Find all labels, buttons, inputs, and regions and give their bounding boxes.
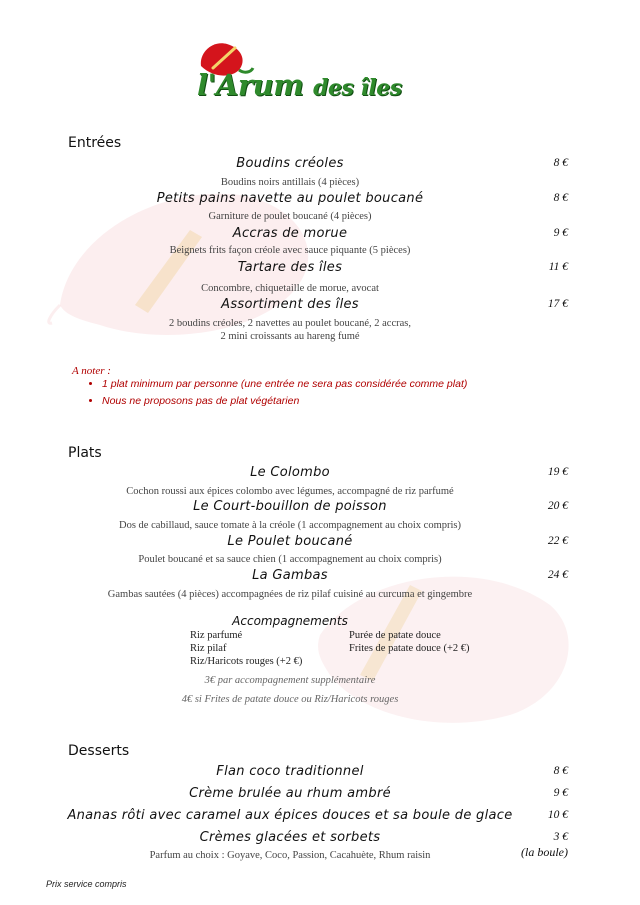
dish-name: Petits pains navette au poulet boucané (156, 191, 424, 206)
section-title-desserts: Desserts (68, 743, 130, 759)
dish-price: 3 € (553, 831, 568, 843)
dish-price: 8 € (553, 765, 568, 777)
dish-description: Dos de cabillaud, sauce tomate à la créole (1 accompagnement au choix compris) (119, 520, 461, 531)
dish-price: 20 € (547, 500, 568, 512)
dish-price: 24 € (547, 569, 568, 581)
note-item: • 1 plat minimum par personne (une entrée ne sera pas considérée comme plat) (102, 378, 467, 390)
dish-name: Boudins créoles (236, 156, 344, 171)
side-option: Purée de patate douce (349, 630, 441, 641)
dish-price: 11 € (548, 261, 568, 273)
footer-note: Prix service compris (46, 879, 127, 889)
note-list (86, 378, 467, 412)
dish-description: Concombre, chiquetaille de morue, avocat (201, 283, 379, 294)
dish-description: Poulet boucané et sa sauce chien (1 accompagnement au choix compris) (138, 554, 442, 565)
dish-price: 8 € (553, 192, 568, 204)
dish-description: Cochon roussi aux épices colombo avec légumes, accompagné de riz parfumé (126, 486, 454, 497)
dish-name: La Gambas (252, 568, 328, 583)
brand-name: l'Arum des îles (197, 68, 402, 102)
side-extra-note: 4€ si Frites de patate douce ou Riz/Haricots rouges (181, 694, 399, 705)
dish-description: 2 boudins créoles, 2 navettes au poulet boucané, 2 accras, 2 mini croissants au hareng fumé (169, 318, 411, 342)
dish-price: 19 € (547, 466, 568, 478)
sides-title: Accompagnements (232, 614, 348, 628)
dish-name: Le Poulet boucané (227, 534, 353, 549)
dish-name: Le Court-bouillon de poisson (193, 499, 387, 514)
dish-description: Garniture de poulet boucané (4 pièces) (208, 211, 372, 222)
dish-price: 10 € (547, 809, 568, 821)
note-item: • Nous ne proposons pas de plat végétarien (102, 395, 467, 407)
dish-name: Ananas rôti avec caramel aux épices douces et sa boule de glace (67, 808, 513, 823)
dish-price: 17 € (547, 298, 568, 310)
dish-name: Le Colombo (250, 465, 330, 480)
side-option: Frites de patate douce (+2 €) (349, 643, 470, 654)
section-title-entrees: Entrées (68, 135, 122, 151)
side-extra-note: 3€ par accompagnement supplémentaire (204, 675, 376, 686)
dish-price: 9 € (553, 227, 568, 239)
dish-name: Tartare des îles (237, 260, 343, 275)
dish-description: Parfum au choix : Goyave, Coco, Passion, Cacahuète, Rhum raisin (149, 850, 431, 861)
note-title: A noter : (72, 365, 111, 377)
dish-price: 9 € (553, 787, 568, 799)
dish-name: Assortiment des îles (221, 297, 359, 312)
dish-name: Accras de morue (232, 226, 348, 241)
brand-logo (195, 38, 435, 108)
dish-price: 22 € (547, 535, 568, 547)
dish-name: Flan coco traditionnel (216, 764, 364, 779)
dish-description: Gambas sautées (4 pièces) accompagnées de riz pilaf cuisiné au curcuma et gingembre (107, 589, 473, 600)
side-option: Riz pilaf (190, 643, 227, 654)
side-option: Riz/Haricots rouges (+2 €) (190, 656, 303, 667)
side-option: Riz parfumé (190, 630, 243, 641)
dish-description: Beignets frits façon créole avec sauce piquante (5 pièces) (169, 245, 411, 256)
dish-price: 8 € (553, 157, 568, 169)
dish-name: Crèmes glacées et sorbets (199, 830, 381, 845)
section-title-plats: Plats (68, 445, 102, 461)
dish-name: Crème brulée au rhum ambré (189, 786, 391, 801)
dish-price-note: (la boule) (521, 845, 568, 859)
dish-description: Boudins noirs antillais (4 pièces) (220, 177, 360, 188)
